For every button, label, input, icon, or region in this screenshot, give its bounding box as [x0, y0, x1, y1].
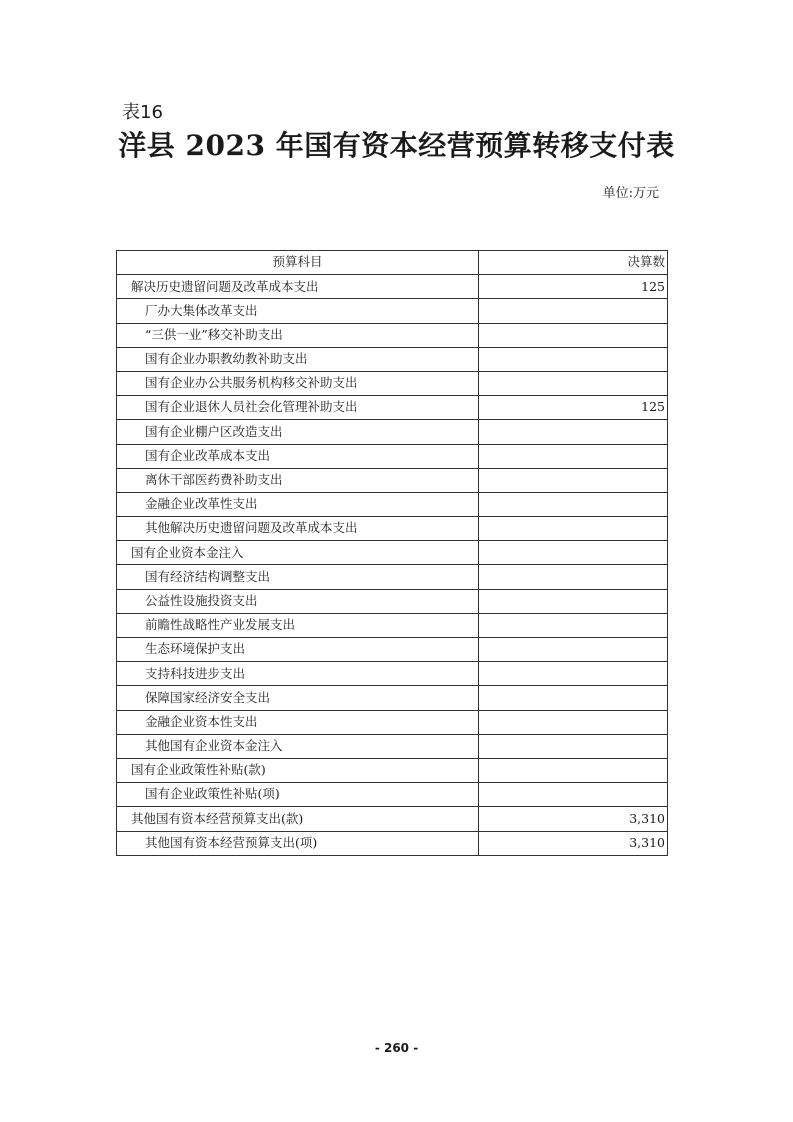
- row-amount: 3,310: [479, 831, 668, 855]
- table-row: [117, 758, 668, 782]
- table-row: [117, 831, 668, 855]
- row-amount: [479, 517, 668, 541]
- row-subject: 金融企业改革性支出: [117, 492, 479, 516]
- table-row: [117, 662, 668, 686]
- row-subject: 保障国家经济安全支出: [117, 686, 479, 710]
- row-subject: 国有企业改革成本支出: [117, 444, 479, 468]
- row-amount: [479, 662, 668, 686]
- row-amount: 3,310: [479, 807, 668, 831]
- table-row: [117, 783, 668, 807]
- table-row: [117, 517, 668, 541]
- column-header-amount: 决算数: [479, 251, 668, 275]
- row-amount: [479, 613, 668, 637]
- row-subject: 国有企业棚户区改造支出: [117, 420, 479, 444]
- row-subject: 其他国有资本经营预算支出(款): [117, 807, 479, 831]
- table-row: [117, 613, 668, 637]
- row-subject: “三供一业”移交补助支出: [117, 323, 479, 347]
- table-row: [117, 371, 668, 395]
- table-body: [117, 275, 668, 856]
- table-row: [117, 734, 668, 758]
- unit-label: 单位:万元: [602, 186, 659, 201]
- table-row: [117, 323, 668, 347]
- row-subject: 厂办大集体改革支出: [117, 299, 479, 323]
- page-number: - 260 -: [374, 1041, 419, 1055]
- row-subject: 国有企业退休人员社会化管理补助支出: [117, 396, 479, 420]
- table-row: [117, 710, 668, 734]
- row-amount: [479, 638, 668, 662]
- row-amount: 125: [479, 275, 668, 299]
- table-header-row: [117, 251, 668, 275]
- row-amount: 125: [479, 396, 668, 420]
- row-amount: [479, 565, 668, 589]
- row-subject: 国有企业办职教幼教补助支出: [117, 347, 479, 371]
- row-amount: [479, 686, 668, 710]
- row-amount: [479, 710, 668, 734]
- row-amount: [479, 758, 668, 782]
- row-subject: 国有企业办公共服务机构移交补助支出: [117, 371, 479, 395]
- row-subject: 解决历史遗留问题及改革成本支出: [117, 275, 479, 299]
- table-row: [117, 275, 668, 299]
- table-row: [117, 468, 668, 492]
- table-row: [117, 299, 668, 323]
- row-amount: [479, 541, 668, 565]
- table-label: 表16: [122, 102, 163, 123]
- row-subject: 其他国有资本经营预算支出(项): [117, 831, 479, 855]
- table-row: [117, 686, 668, 710]
- row-subject: 公益性设施投资支出: [117, 589, 479, 613]
- row-subject: 其他解决历史遗留问题及改革成本支出: [117, 517, 479, 541]
- row-amount: [479, 783, 668, 807]
- page-title: 洋县 2023 年国有资本经营预算转移支付表: [118, 129, 675, 162]
- table-row: [117, 347, 668, 371]
- row-subject: 离休干部医药费补助支出: [117, 468, 479, 492]
- row-amount: [479, 468, 668, 492]
- table-row: [117, 444, 668, 468]
- row-subject: 其他国有企业资本金注入: [117, 734, 479, 758]
- row-subject: 国有企业政策性补贴(项): [117, 783, 479, 807]
- table-row: [117, 807, 668, 831]
- table-row: [117, 420, 668, 444]
- row-amount: [479, 371, 668, 395]
- table-row: [117, 589, 668, 613]
- row-subject: 前瞻性战略性产业发展支出: [117, 613, 479, 637]
- row-subject: 国有企业政策性补贴(款): [117, 758, 479, 782]
- row-subject: 国有企业资本金注入: [117, 541, 479, 565]
- row-subject: 国有经济结构调整支出: [117, 565, 479, 589]
- table-row: [117, 565, 668, 589]
- table-row: [117, 638, 668, 662]
- table-row: [117, 396, 668, 420]
- row-amount: [479, 347, 668, 371]
- row-amount: [479, 492, 668, 516]
- row-amount: [479, 299, 668, 323]
- row-amount: [479, 420, 668, 444]
- column-header-subject: 预算科目: [117, 251, 479, 275]
- table-row: [117, 541, 668, 565]
- budget-table: [116, 250, 668, 856]
- table-row: [117, 492, 668, 516]
- row-amount: [479, 444, 668, 468]
- row-amount: [479, 734, 668, 758]
- row-amount: [479, 323, 668, 347]
- row-subject: 金融企业资本性支出: [117, 710, 479, 734]
- row-amount: [479, 589, 668, 613]
- row-subject: 支持科技进步支出: [117, 662, 479, 686]
- row-subject: 生态环境保护支出: [117, 638, 479, 662]
